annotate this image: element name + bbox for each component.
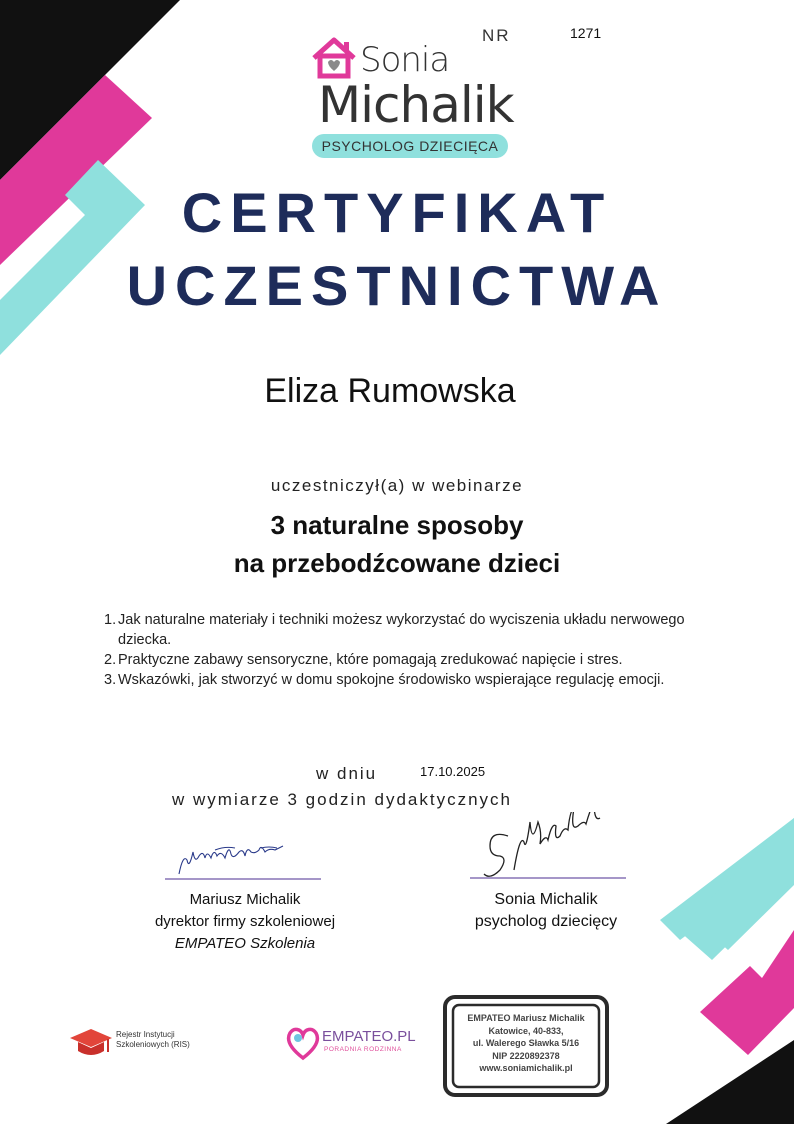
logo-last-name: Michalik: [318, 76, 514, 134]
participant-name: Eliza Rumowska: [264, 372, 516, 410]
webinar-title-line2: na przebodźcowane dzieci: [233, 548, 561, 578]
signatory-left-name: Mariusz Michalik: [189, 891, 301, 908]
empateo-logo: [284, 1022, 414, 1064]
signatory-right-name: Sonia Michalik: [494, 891, 598, 908]
house-heart-icon: [310, 36, 362, 80]
sonia-michalik-logo: [310, 36, 520, 160]
list-item: 2. Praktyczne zabawy sensoryczne, które pomagają zredukować napięcie i stres.: [104, 652, 623, 668]
empateo-name: EMPATEO.PL: [322, 1028, 416, 1045]
list-item: 1. Jak naturalne materiały i techniki możesz wykorzystać do wyciszenia układu nerwowego dziecka.: [104, 612, 685, 648]
certificate-number: 1271: [570, 25, 602, 41]
hours-text: w wymiarze 3 godzin dydaktycznych: [172, 790, 513, 809]
webinar-title-line1: 3 naturalne sposoby: [270, 510, 524, 540]
signatory-left-role: dyrektor firmy szkoleniowej: [154, 913, 336, 930]
date-label: w dniu: [316, 764, 378, 783]
stamp-text: EMPATEO Mariusz Michalik Katowice, 40-833, ul. Walerego Sławka 5/16 NIP 2220892378 www.soniamichalik.pl: [467, 1013, 585, 1073]
date-value: 17.10.2025: [420, 764, 486, 779]
black-triangle-bottom-right: [666, 1040, 794, 1124]
signatory-right-role: psycholog dziecięcy: [474, 913, 618, 930]
certificate-title-line2: UCZESTNICTWA: [126, 254, 668, 317]
webinar-topics-list: [104, 610, 694, 690]
signature-left-image: [165, 836, 325, 884]
ris-logo: [68, 1024, 218, 1064]
participation-text: uczestniczył(a) w webinarze: [270, 476, 524, 495]
certificate-title-line1: CERTYFIKAT: [181, 181, 613, 244]
signature-right: [440, 889, 652, 933]
company-stamp: [442, 994, 610, 1098]
certificate-number-label: NR: [482, 26, 511, 45]
ris-text: Rejestr Instytucji Szkoleniowych (RIS): [116, 1030, 190, 1049]
empateo-subtitle: PORADNIA RODZINNA: [324, 1046, 402, 1053]
list-item: 3. Wskazówki, jak stworzyć w domu spokojne środowisko wspierające regulację emocji.: [104, 672, 665, 688]
logo-first-name: Sonia: [360, 40, 450, 80]
logo-tagline: PSYCHOLOG DZIECIĘCA: [312, 134, 508, 158]
signature-left: [120, 889, 370, 955]
signatory-left-company: EMPATEO Szkolenia: [174, 935, 316, 952]
graduation-cap-icon: [68, 1026, 114, 1062]
heart-icon: [284, 1024, 322, 1062]
signature-right-image: [470, 812, 630, 884]
